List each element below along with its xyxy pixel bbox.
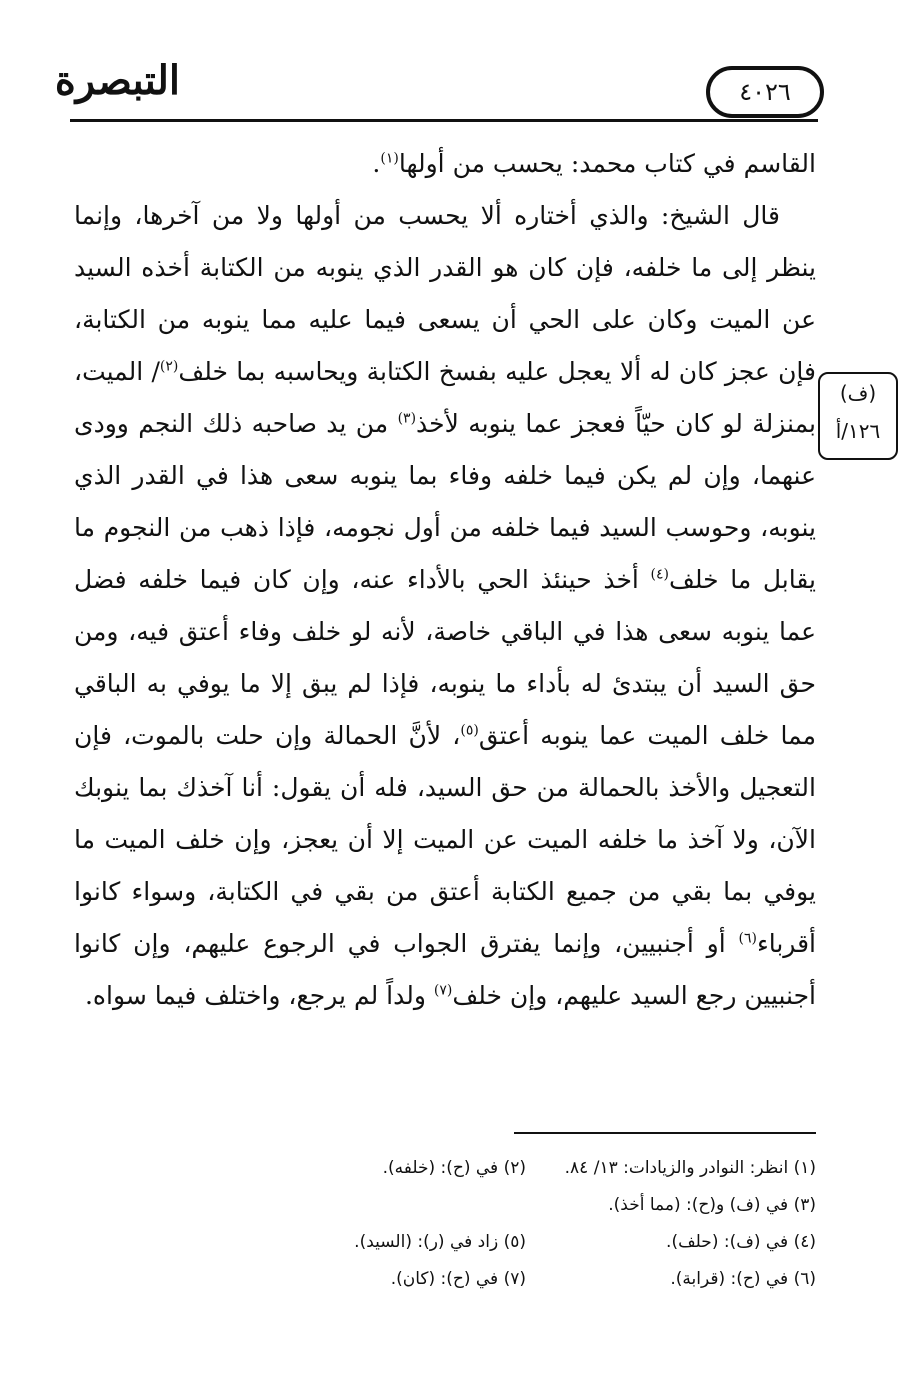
footnote-7: (٧) في (ح): (كان). <box>390 1269 526 1289</box>
footnote-3: (٣) في (ف) و(ح): (مما أخذ). <box>608 1195 816 1215</box>
footnote-4: (٤) في (ف): (حلف). <box>666 1232 816 1252</box>
page-number: ٤٠٢٦ <box>739 78 791 106</box>
book-title: التبصرة <box>54 57 180 104</box>
footnote-row <box>236 1150 816 1187</box>
footnote-5: (٥) زاد في (ر): (السيد). <box>354 1232 526 1252</box>
paragraph-2-part-e: ، لأنَّ الحمالة وإن حلت بالموت، فإن التعجيل والأخذ بالحمالة من حق السيد، فله أن يقول: أنا آخذك بما ينوبك الآن، ولا آخذ ما خلفه الميت عن الميت إلا أن يعجز، وإن خلف الميت ما يوفي بما بقي من جميع الكتابة أعتق من بقي في الكتابة، وسواء كانوا أقرباء <box>74 721 816 958</box>
page-number-frame <box>706 66 824 118</box>
footnote-ref-6[interactable]: (٦) <box>738 930 757 947</box>
footnotes <box>236 1150 816 1298</box>
footnote-row <box>236 1224 816 1261</box>
footnote-empty <box>236 1187 526 1224</box>
footnote-1: (١) انظر: النوادر والزيادات: ١٣/ ٨٤. <box>564 1158 816 1178</box>
footnote-ref-4[interactable]: (٤) <box>650 566 669 583</box>
footnote-ref-1[interactable]: (١) <box>380 150 399 167</box>
paragraph-2 <box>74 190 816 1022</box>
footnote-ref-7[interactable]: (٧) <box>433 982 453 999</box>
margin-note-folio: ١٢٦/أ <box>835 419 881 443</box>
margin-note-manuscript: (ف) <box>839 381 877 405</box>
footnote-2: (٢) في (ح): (خلفه). <box>382 1158 526 1178</box>
main-text <box>74 138 816 1022</box>
footnote-ref-2[interactable]: (٢) <box>159 358 179 375</box>
paragraph-2-part-b: / الميت، بمنزلة لو كان حيّاً فعجز عما ينوبه لأخذ <box>74 357 817 438</box>
paragraph-1-text: القاسم في كتاب محمد: يحسب من أولها <box>398 149 816 178</box>
paragraph-2-part-g: ولداً لم يرجع، واختلف فيما سواه. <box>84 981 434 1010</box>
paragraph-1-end: . <box>372 149 381 178</box>
paragraph-2-part-c: من يد صاحبه ذلك النجم وودى عنهما، وإن لم يكن فيما خلفه وفاء بما ينوبه سعى هذا في القدر الذي ينوبه، وحوسب السيد فيما خلفه من أول نجومه، فإذا ذهب من النجوم ما يقابل ما خلف <box>74 409 816 594</box>
margin-note <box>818 372 898 460</box>
page-header <box>0 0 914 130</box>
footnote-row <box>236 1261 816 1298</box>
paragraph-2-part-d: أخذ حينئذ الحي بالأداء عنه، وإن كان فيما خلفه فضل عما ينوبه سعى هذا في الباقي خاصة، لأنه لو خلف وفاء أعتق فيه، ومن حق السيد أن يبتدئ له بأداء ما ينوبه، فإذا لم يبق إلا ما يوفي به الباقي مما خلف الميت عما ينوبه أعتق <box>74 565 816 750</box>
paragraph-2-part-f: أو أجنبيين، وإنما يفترق الجواب في الرجوع عليهم، وإن كانوا أجنبيين رجع السيد عليهم، وإن خلف <box>74 929 816 1010</box>
footnote-ref-3[interactable]: (٣) <box>397 410 417 427</box>
paragraph-2-part-a: قال الشيخ: والذي أختاره ألا يحسب من أولها ولا من آخرها، وإنما ينظر إلى ما خلفه، فإن كان هو القدر الذي ينوبه من الكتابة أخذه السيد عن الميت وكان على الحي أن يسعى فيما عليه مما ينوبه من الكتابة، فإن عجز كان له ألا يعجل عليه بفسخ الكتابة ويحاسبه بما خلف <box>74 201 817 386</box>
footnote-ref-5[interactable]: (٥) <box>460 722 479 739</box>
paragraph-1 <box>74 138 816 190</box>
footnote-separator <box>514 1132 816 1134</box>
header-rule <box>70 119 818 122</box>
footnote-6: (٦) في (ح): (قرابة). <box>670 1269 816 1289</box>
footnote-row <box>236 1187 816 1224</box>
